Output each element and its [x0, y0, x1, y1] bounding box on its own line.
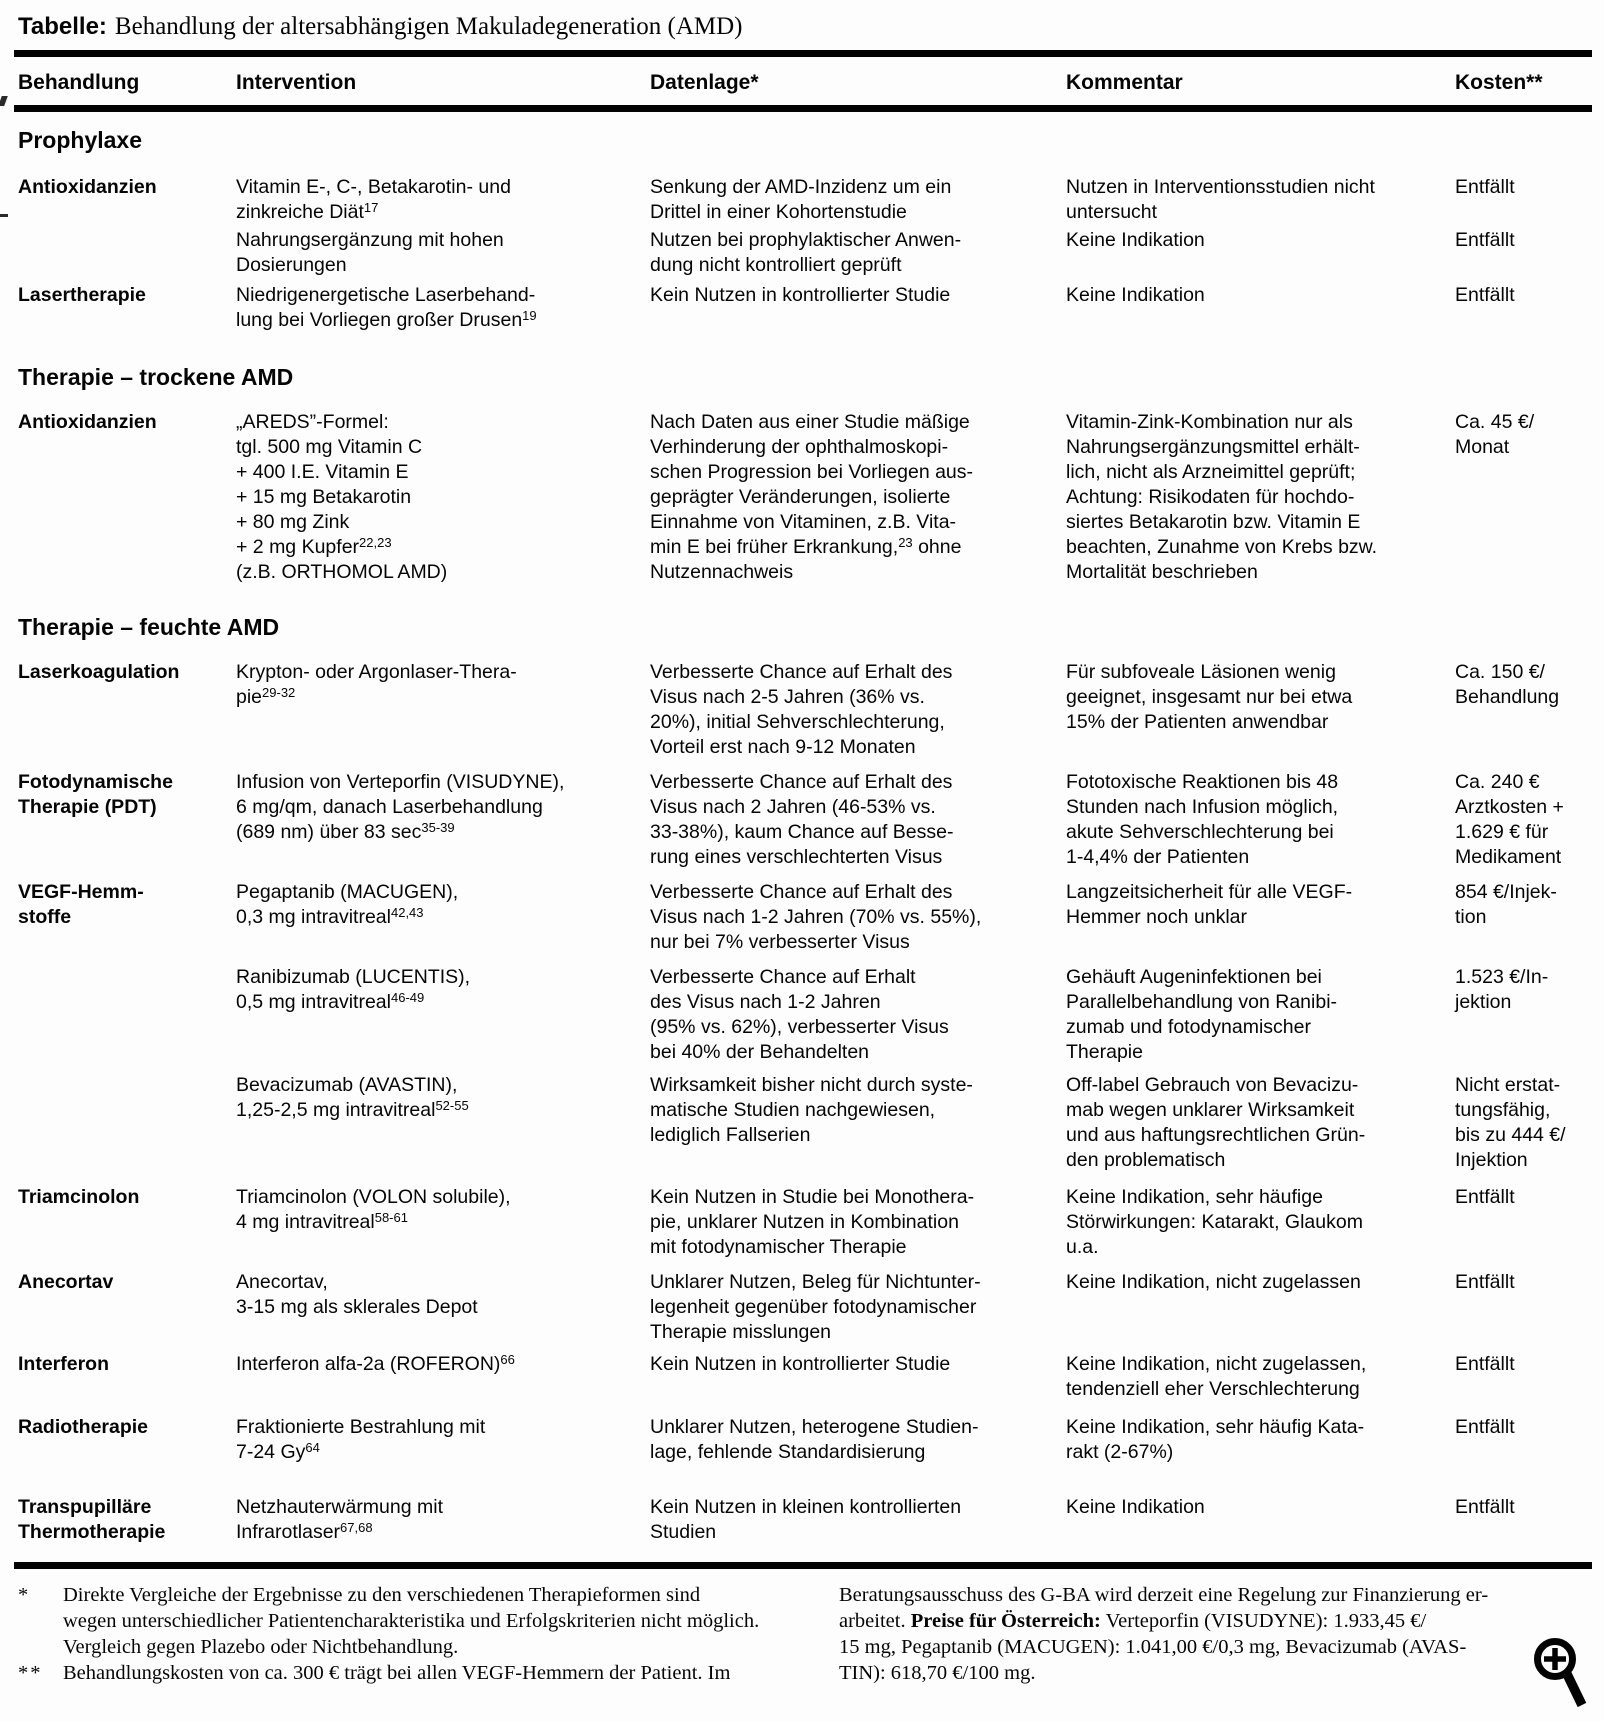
cell-datenlage: Kein Nutzen in kleinen kontrollierten Studien — [650, 1496, 962, 1543]
footnote-marker: ** — [18, 1662, 43, 1684]
table-row — [0, 228, 1604, 278]
cell-kommentar: Für subfoveale Läsionen wenig geeignet, insgesamt nur bei etwa 15% der Patienten anwendbar — [1066, 661, 1353, 733]
section-heading: Therapie – trockene AMD — [18, 364, 294, 390]
cell-intervention: „AREDS”-Formel: tgl. 500 mg Vitamin C + 400 I.E. Vitamin E + 15 mg Betakarotin + 80 mg Zink + 2 mg Kupfer$^{22,23}$ (z.B. ORTHOMOL AMD) — [236, 411, 448, 583]
cell-datenlage: Verbesserte Chance auf Erhalt des Visus nach 2 Jahren (46-53% vs. 33-38%), kaum Chance auf Besse- rung eines verschlechterten Visus — [650, 771, 954, 868]
table-row — [0, 880, 1604, 955]
table-title-prefix: Tabelle: — [18, 13, 107, 40]
cell-behandlung: Antioxidanzien — [18, 176, 157, 198]
cell-intervention: Fraktionierte Bestrahlung mit 7-24 Gy$^{64}$ — [236, 1416, 486, 1463]
table-row — [0, 770, 1604, 870]
column-header-kosten: Kosten** — [1455, 71, 1543, 94]
table-row — [0, 1352, 1604, 1402]
cell-datenlage: Nach Daten aus einer Studie mäßige Verhinderung der ophthalmoskopi- schen Progression bei Vorliegen aus- geprägter Veränderungen, isolierte Einnahme von Vitaminen, z.B. Vita- min E bei früher Erkrankung,$^{23}$ ohne Nutzennachweis — [650, 411, 974, 583]
cell-kommentar: Off-label Gebrauch von Bevacizu- mab wegen unklarer Wirksamkeit und aus haftungsrechtlichen Grün- den problematisch — [1066, 1074, 1366, 1171]
footnote-item — [18, 1582, 808, 1660]
section-heading: Prophylaxe — [18, 127, 142, 153]
cell-behandlung: Radiotherapie — [18, 1416, 149, 1438]
cell-kommentar: Keine Indikation — [1066, 229, 1205, 251]
section-heading: Therapie – feuchte AMD — [18, 614, 280, 640]
column-header-kommentar: Kommentar — [1066, 71, 1183, 94]
cell-kommentar: Keine Indikation, sehr häufige Störwirkungen: Katarakt, Glaukom u.a. — [1066, 1186, 1363, 1258]
scan-artifact — [0, 214, 8, 217]
cell-datenlage: Unklarer Nutzen, Beleg für Nichtunter- legenheit gegenüber fotodynamischer Therapie misslungen — [650, 1271, 981, 1343]
cell-kosten: Entfällt — [1455, 1496, 1515, 1518]
cell-intervention: Krypton- oder Argonlaser-Thera- pie$^{29-32}$ — [236, 661, 517, 708]
cell-behandlung: Anecortav — [18, 1271, 114, 1293]
cell-kommentar: Keine Indikation — [1066, 284, 1205, 306]
column-header-datenlage: Datenlage* — [650, 71, 759, 94]
cell-datenlage: Kein Nutzen in kontrollierter Studie — [650, 1353, 951, 1375]
column-header-intervention: Intervention — [236, 71, 357, 94]
table-row — [0, 175, 1604, 225]
cell-kosten: 1.523 €/In- jektion — [1455, 966, 1549, 1013]
cell-kosten: Entfällt — [1455, 284, 1515, 306]
cell-intervention: Anecortav, 3-15 mg als sklerales Depot — [236, 1271, 478, 1318]
cell-intervention: Infusion von Verteporfin (VISUDYNE), 6 mg/qm, danach Laserbehandlung (689 nm) über 83 $\sec^{35-39}$ — [236, 771, 565, 843]
cell-kommentar: Keine Indikation, nicht zugelassen — [1066, 1271, 1361, 1293]
cell-kommentar: Langzeitsicherheit für alle VEGF- Hemmer noch unklar — [1066, 881, 1353, 928]
cell-kommentar: Vitamin-Zink-Kombination nur als Nahrungsergänzungsmittel erhält- lich, nicht als Arzneimittel geprüft; Achtung: Risikodaten für hochdo- siertes Betakarotin bzw. Vitamin E beachten, Zunahme von Krebs bzw. Mortalität beschrieben — [1066, 411, 1378, 583]
cell-behandlung: Laserkoagulation — [18, 661, 180, 683]
cell-datenlage: Kein Nutzen in Studie bei Monothera- pie, unklarer Nutzen in Kombination mit fotodynamischer Therapie — [650, 1186, 975, 1258]
column-header-behandlung: Behandlung — [18, 71, 140, 94]
cell-datenlage: Nutzen bei prophylaktischer Anwen- dung nicht kontrolliert geprüft — [650, 229, 962, 276]
divider-rule-header — [14, 105, 1592, 112]
cell-kosten: Entfällt — [1455, 229, 1515, 251]
footnote-text: Behandlungskosten von ca. 300 € trägt bei allen VEGF-Hemmern der Patient. Im — [63, 1662, 731, 1684]
cell-kommentar: Keine Indikation, nicht zugelassen, tendenziell eher Verschlechterung — [1066, 1353, 1367, 1400]
cell-behandlung: Interferon — [18, 1353, 110, 1375]
cell-kommentar: Gehäuft Augeninfektionen bei Parallelbehandlung von Ranibi- zumab und fotodynamischer Therapie — [1066, 966, 1338, 1063]
footnotes — [0, 1582, 1604, 1686]
table-row — [0, 410, 1604, 585]
cell-behandlung: VEGF-Hemm- stoffe — [18, 881, 144, 928]
cell-behandlung: Triamcinolon — [18, 1186, 140, 1208]
footnotes-left-column — [18, 1582, 808, 1686]
cell-intervention: Nahrungsergänzung mit hohen Dosierungen — [236, 229, 504, 276]
cell-kommentar: Keine Indikation, sehr häufig Kata- rakt (2-67%) — [1066, 1416, 1365, 1463]
cell-kosten: Entfällt — [1455, 1416, 1515, 1438]
cell-kosten: 854 €/Injek- tion — [1455, 881, 1557, 928]
cell-kommentar: Keine Indikation — [1066, 1496, 1205, 1518]
table-title — [0, 0, 1604, 42]
table-row — [0, 965, 1604, 1065]
divider-rule-bottom — [14, 1562, 1592, 1569]
cell-kosten: Ca. 240 € Arztkosten + 1.629 € für Medikament — [1455, 771, 1564, 868]
cell-intervention: Niedrigenergetische Laserbehand- lung bei Vorliegen großer Drusen$^{19}$ — [236, 284, 537, 331]
footnote-item — [18, 1660, 808, 1686]
footnote-text: Direkte Vergleiche der Ergebnisse zu den verschiedenen Therapieformen sind wegen unterschiedlicher Patientencharakteristika und Erfolgskriterien nicht möglich. Vergleich gegen Plazebo oder Nichtbehandlung. — [63, 1584, 760, 1658]
cell-kosten: Ca. 45 €/ Monat — [1455, 411, 1535, 458]
table-row — [0, 1270, 1604, 1345]
cell-intervention: Interferon alfa-2a (ROFERON)$^{66}$ — [236, 1352, 515, 1375]
cell-datenlage: Senkung der AMD-Inzidenz um ein Drittel in einer Kohortenstudie — [650, 176, 952, 223]
cell-behandlung — [18, 228, 236, 278]
table-row — [0, 1185, 1604, 1260]
cell-behandlung: Lasertherapie — [18, 284, 146, 306]
footnotes-right-column: Beratungsausschuss des G-BA wird derzeit eine Regelung zur Finanzierung er- arbeitet. Preise für Österreich: Verteporfin (VISUDYNE): 1.933,45 €/ 15 mg, Pegaptanib (MACUGEN): 1.041,00 €/0,3 mg, Bevacizumab (AVAS- TIN): 618,70 €/100 mg. — [839, 1584, 1489, 1684]
cell-kosten: Ca. 150 €/ Behandlung — [1455, 661, 1560, 708]
cell-datenlage: Wirksamkeit bisher nicht durch syste- matische Studien nachgewiesen, lediglich Fallserien — [650, 1074, 973, 1146]
cell-behandlung: Transpupilläre Thermotherapie — [18, 1496, 166, 1543]
table-row — [0, 1073, 1604, 1173]
cell-behandlung — [18, 1073, 236, 1173]
cell-behandlung — [18, 965, 236, 1065]
cell-behandlung: Antioxidanzien — [18, 411, 157, 433]
divider-rule-top — [14, 50, 1592, 57]
cell-intervention: Ranibizumab (LUCENTIS), 0,5 mg intravitreal$^{46-49}$ — [236, 966, 471, 1013]
table-title-text: Behandlung der altersabhängigen Makuladegeneration (AMD) — [114, 13, 743, 40]
cell-kosten: Entfällt — [1455, 1186, 1515, 1208]
table-row — [0, 283, 1604, 333]
cell-kosten: Nicht erstat- tungsfähig, bis zu 444 €/ Injektion — [1455, 1074, 1566, 1171]
cell-kommentar: Fototoxische Reaktionen bis 48 Stunden nach Infusion möglich, akute Sehverschlechterung bei 1-4,4% der Patienten — [1066, 771, 1339, 868]
zoom-in-cursor-icon — [1528, 1634, 1590, 1710]
cell-intervention: Pegaptanib (MACUGEN), 0,3 mg intravitreal$^{42,43}$ — [236, 881, 459, 928]
cell-behandlung: Fotodynamische Therapie (PDT) — [18, 771, 173, 818]
table-row — [0, 660, 1604, 760]
table-row — [0, 1495, 1604, 1545]
cell-datenlage: Verbesserte Chance auf Erhalt des Visus nach 1-2 Jahren (95% vs. 62%), verbesserter Visus bei 40% der Behandelten — [650, 966, 949, 1063]
table-row — [0, 1415, 1604, 1465]
cell-datenlage: Kein Nutzen in kontrollierter Studie — [650, 284, 951, 306]
cell-kosten: Entfällt — [1455, 176, 1515, 198]
cell-intervention: Bevacizumab (AVASTIN), 1,25-2,5 mg intravitreal$^{52-55}$ — [236, 1074, 469, 1121]
cell-intervention: Triamcinolon (VOLON solubile), 4 mg intravitreal$^{58-61}$ — [236, 1186, 511, 1233]
cell-datenlage: Verbesserte Chance auf Erhalt des Visus nach 1-2 Jahren (70% vs. 55%), nur bei 7% verbesserter Visus — [650, 881, 982, 953]
column-header-row — [0, 57, 1604, 105]
footnote-marker: * — [18, 1584, 31, 1606]
cell-kommentar: Nutzen in Interventionsstudien nicht untersucht — [1066, 176, 1375, 223]
cell-intervention: Netzhauterwärmung mit Infrarotlaser$^{67,68}$ — [236, 1496, 443, 1543]
cell-intervention: Vitamin E-, C-, Betakarotin- und zinkreiche Diät$^{17}$ — [236, 176, 511, 223]
cell-datenlage: Unklarer Nutzen, heterogene Studien- lage, fehlende Standardisierung — [650, 1416, 979, 1463]
table-body — [0, 128, 1604, 1545]
cell-kosten: Entfällt — [1455, 1353, 1515, 1375]
cell-datenlage: Verbesserte Chance auf Erhalt des Visus nach 2-5 Jahren (36% vs. 20%), initial Sehverschlechterung, Vorteil erst nach 9-12 Monaten — [650, 661, 953, 758]
cell-kosten: Entfällt — [1455, 1271, 1515, 1293]
